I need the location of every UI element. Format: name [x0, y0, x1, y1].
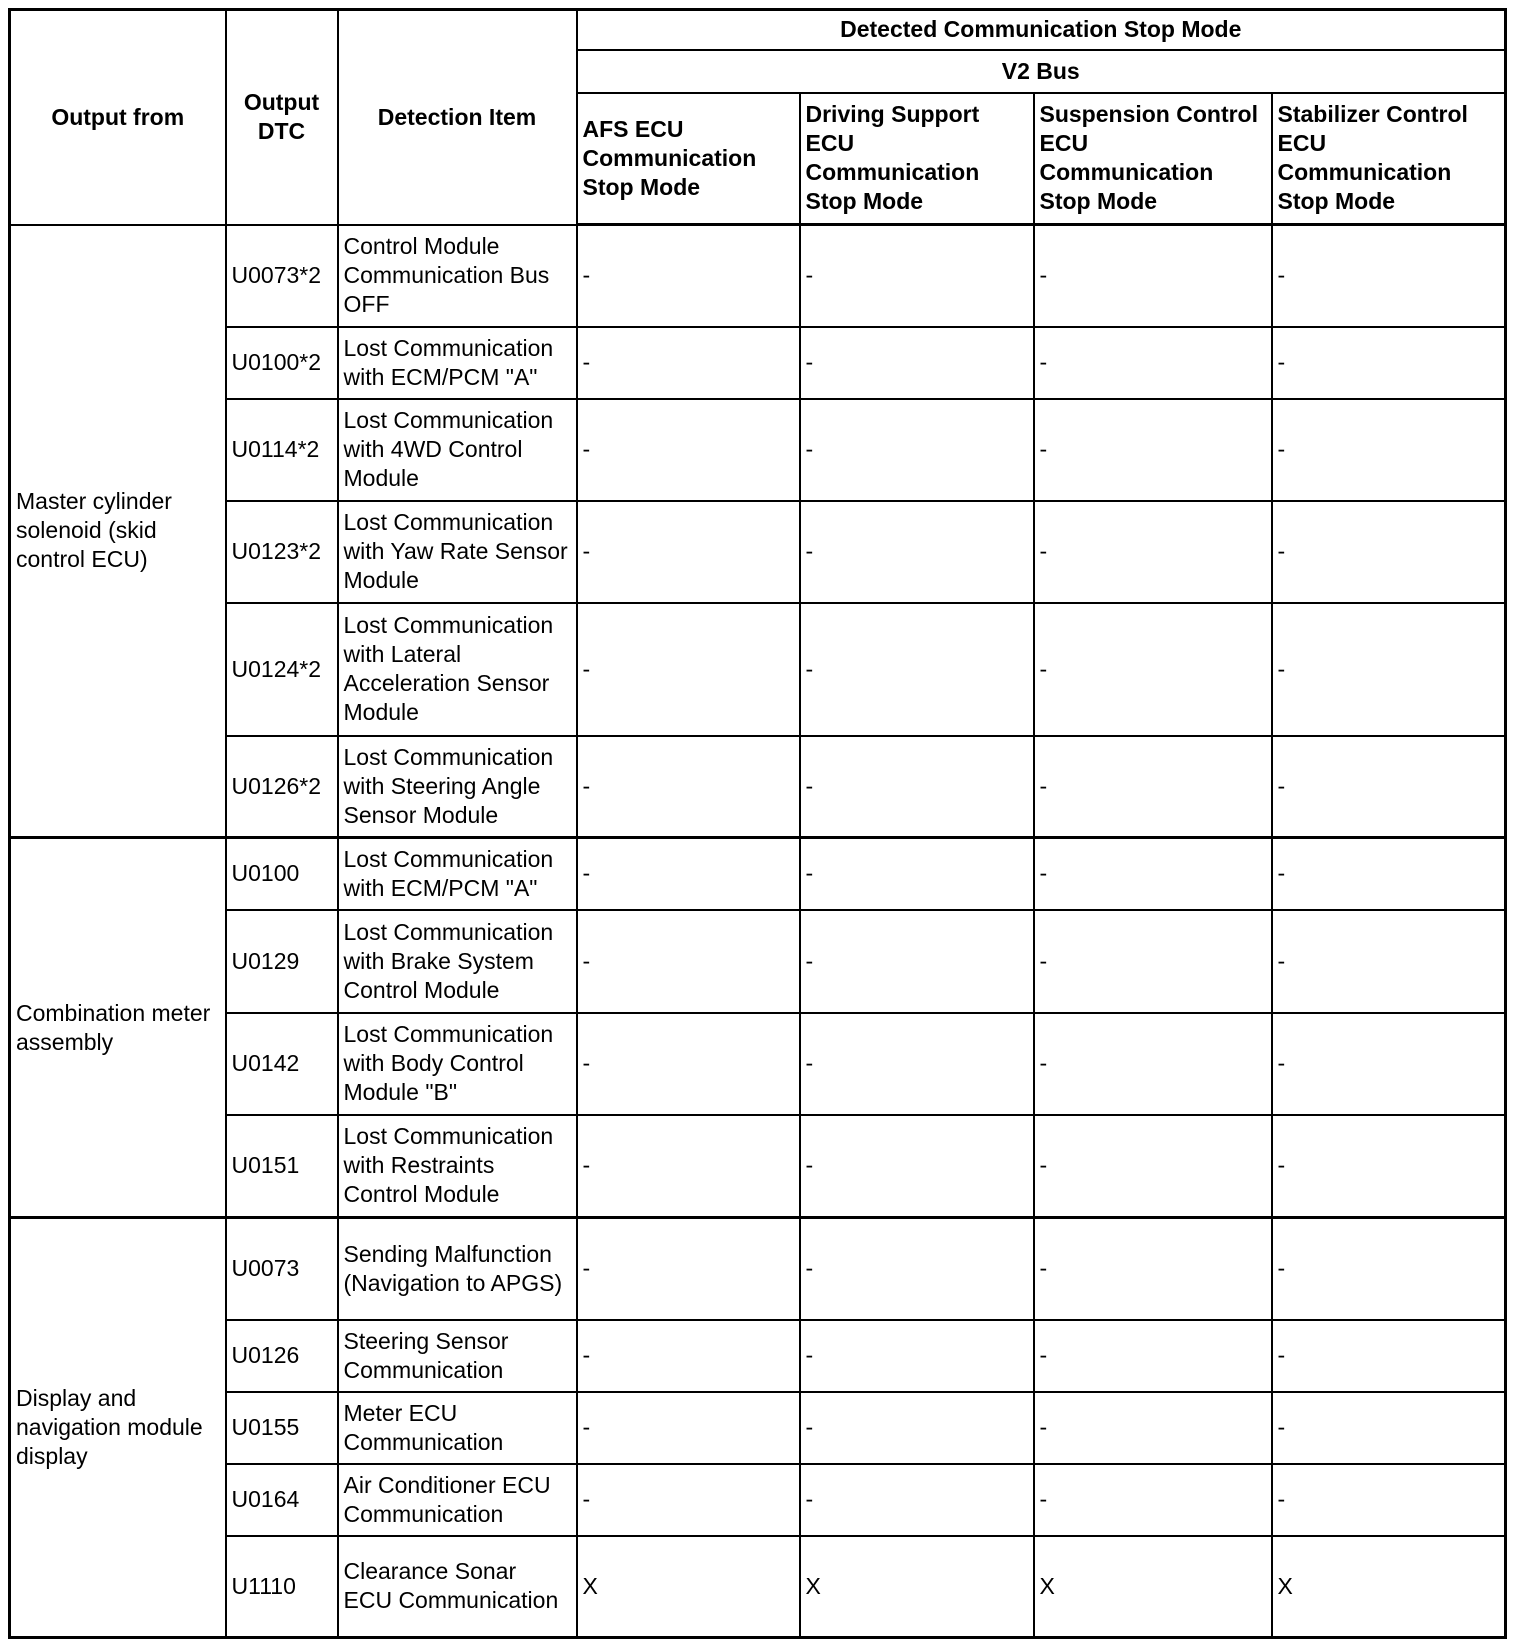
detection-item-cell: Lost Communication with ECM/PCM "A" [338, 327, 577, 399]
mode-value-cell: - [800, 327, 1034, 399]
mode-value-cell: - [577, 501, 800, 603]
mode-value-cell: - [1034, 501, 1272, 603]
header-mode-stabilizer: Stabilizer Control ECU Communication Stop Mode [1272, 93, 1506, 225]
detection-item-cell: Clearance Sonar ECU Communication [338, 1536, 577, 1638]
mode-value-cell: - [800, 603, 1034, 736]
output-from-cell: Master cylinder solenoid (skid control ECU) [10, 225, 226, 838]
dtc-cell: U0155 [226, 1392, 338, 1464]
table-row [10, 1115, 1506, 1218]
mode-value-cell: - [1272, 910, 1506, 1013]
mode-value-cell: X [1272, 1536, 1506, 1638]
mode-value-cell: - [1272, 1013, 1506, 1115]
dtc-cell: U0114*2 [226, 399, 338, 501]
mode-value-cell: - [1034, 399, 1272, 501]
mode-value-cell: - [1272, 1218, 1506, 1320]
header-detected-mode: Detected Communication Stop Mode [577, 10, 1506, 50]
header-output-dtc: Output DTC [226, 10, 338, 225]
table-row [10, 603, 1506, 736]
header-mode-driving-support: Driving Support ECU Communication Stop Mode [800, 93, 1034, 225]
mode-value-cell: - [1034, 736, 1272, 838]
table-row [10, 1218, 1506, 1320]
table-row [10, 1464, 1506, 1536]
detection-item-cell: Lost Communication with Steering Angle Sensor Module [338, 736, 577, 838]
mode-value-cell: - [800, 1013, 1034, 1115]
mode-value-cell: X [1034, 1536, 1272, 1638]
mode-value-cell: - [1034, 225, 1272, 327]
mode-value-cell: X [577, 1536, 800, 1638]
dtc-cell: U0073*2 [226, 225, 338, 327]
header-bus: V2 Bus [577, 50, 1506, 93]
mode-value-cell: - [1272, 1320, 1506, 1392]
mode-value-cell: - [577, 736, 800, 838]
detection-item-cell: Lost Communication with Lateral Acceleration Sensor Module [338, 603, 577, 736]
header-output-from: Output from [10, 10, 226, 225]
mode-value-cell: - [800, 225, 1034, 327]
detection-item-cell: Lost Communication with ECM/PCM "A" [338, 838, 577, 910]
detection-item-cell: Meter ECU Communication [338, 1392, 577, 1464]
detection-item-cell: Lost Communication with Yaw Rate Sensor Module [338, 501, 577, 603]
detection-item-cell: Lost Communication with Body Control Module "B" [338, 1013, 577, 1115]
mode-value-cell: - [1272, 327, 1506, 399]
mode-value-cell: - [1034, 1392, 1272, 1464]
mode-value-cell: - [800, 736, 1034, 838]
mode-value-cell: - [1272, 1464, 1506, 1536]
mode-value-cell: - [800, 838, 1034, 910]
mode-value-cell: - [1034, 1218, 1272, 1320]
mode-value-cell: - [577, 838, 800, 910]
mode-value-cell: - [800, 1218, 1034, 1320]
dtc-cell: U0123*2 [226, 501, 338, 603]
mode-value-cell: - [1034, 603, 1272, 736]
mode-value-cell: - [577, 327, 800, 399]
output-from-cell: Combination meter assembly [10, 838, 226, 1218]
mode-value-cell: - [577, 399, 800, 501]
dtc-cell: U0129 [226, 910, 338, 1013]
mode-value-cell: - [1272, 838, 1506, 910]
table-row [10, 1320, 1506, 1392]
mode-value-cell: - [1034, 1320, 1272, 1392]
header-mode-suspension: Suspension Control ECU Communication Stop Mode [1034, 93, 1272, 225]
table-row [10, 1536, 1506, 1638]
mode-value-cell: - [1272, 225, 1506, 327]
table-row [10, 501, 1506, 603]
mode-value-cell: - [800, 1115, 1034, 1218]
dtc-cell: U0164 [226, 1464, 338, 1536]
mode-value-cell: - [577, 910, 800, 1013]
mode-value-cell: - [577, 1218, 800, 1320]
mode-value-cell: - [1034, 838, 1272, 910]
output-from-cell: Display and navigation module display [10, 1218, 226, 1638]
mode-value-cell: - [1272, 1115, 1506, 1218]
header-mode-afs: AFS ECU Communication Stop Mode [577, 93, 800, 225]
table-row [10, 736, 1506, 838]
mode-value-cell: - [577, 1320, 800, 1392]
mode-value-cell: - [577, 225, 800, 327]
mode-value-cell: - [1272, 736, 1506, 838]
mode-value-cell: - [800, 1392, 1034, 1464]
mode-value-cell: - [577, 1392, 800, 1464]
mode-value-cell: - [1272, 501, 1506, 603]
header-detection-item: Detection Item [338, 10, 577, 225]
table-row [10, 1013, 1506, 1115]
dtc-cell: U0073 [226, 1218, 338, 1320]
mode-value-cell: - [800, 399, 1034, 501]
mode-value-cell: - [1034, 1464, 1272, 1536]
detection-item-cell: Control Module Communication Bus OFF [338, 225, 577, 327]
mode-value-cell: - [1034, 1013, 1272, 1115]
dtc-cell: U1110 [226, 1536, 338, 1638]
mode-value-cell: - [1272, 603, 1506, 736]
table-row [10, 327, 1506, 399]
mode-value-cell: - [1034, 327, 1272, 399]
mode-value-cell: - [1272, 1392, 1506, 1464]
mode-value-cell: - [577, 1464, 800, 1536]
mode-value-cell: - [577, 1115, 800, 1218]
detection-item-cell: Sending Malfunction (Navigation to APGS) [338, 1218, 577, 1320]
table-row [10, 225, 1506, 327]
detection-item-cell: Lost Communication with Brake System Control Module [338, 910, 577, 1013]
dtc-table [8, 8, 1507, 1639]
mode-value-cell: - [577, 603, 800, 736]
detection-item-cell: Lost Communication with Restraints Control Module [338, 1115, 577, 1218]
detection-item-cell: Air Conditioner ECU Communication [338, 1464, 577, 1536]
mode-value-cell: - [1034, 1115, 1272, 1218]
dtc-cell: U0126 [226, 1320, 338, 1392]
dtc-cell: U0142 [226, 1013, 338, 1115]
mode-value-cell: X [800, 1536, 1034, 1638]
mode-value-cell: - [800, 1320, 1034, 1392]
table-row [10, 1392, 1506, 1464]
dtc-cell: U0100 [226, 838, 338, 910]
detection-item-cell: Lost Communication with 4WD Control Module [338, 399, 577, 501]
mode-value-cell: - [800, 1464, 1034, 1536]
mode-value-cell: - [1034, 910, 1272, 1013]
dtc-cell: U0124*2 [226, 603, 338, 736]
table-row [10, 838, 1506, 910]
table-row [10, 399, 1506, 501]
mode-value-cell: - [800, 501, 1034, 603]
dtc-cell: U0100*2 [226, 327, 338, 399]
mode-value-cell: - [1272, 399, 1506, 501]
dtc-cell: U0151 [226, 1115, 338, 1218]
dtc-cell: U0126*2 [226, 736, 338, 838]
table-row [10, 910, 1506, 1013]
mode-value-cell: - [800, 910, 1034, 1013]
detection-item-cell: Steering Sensor Communication [338, 1320, 577, 1392]
mode-value-cell: - [577, 1013, 800, 1115]
